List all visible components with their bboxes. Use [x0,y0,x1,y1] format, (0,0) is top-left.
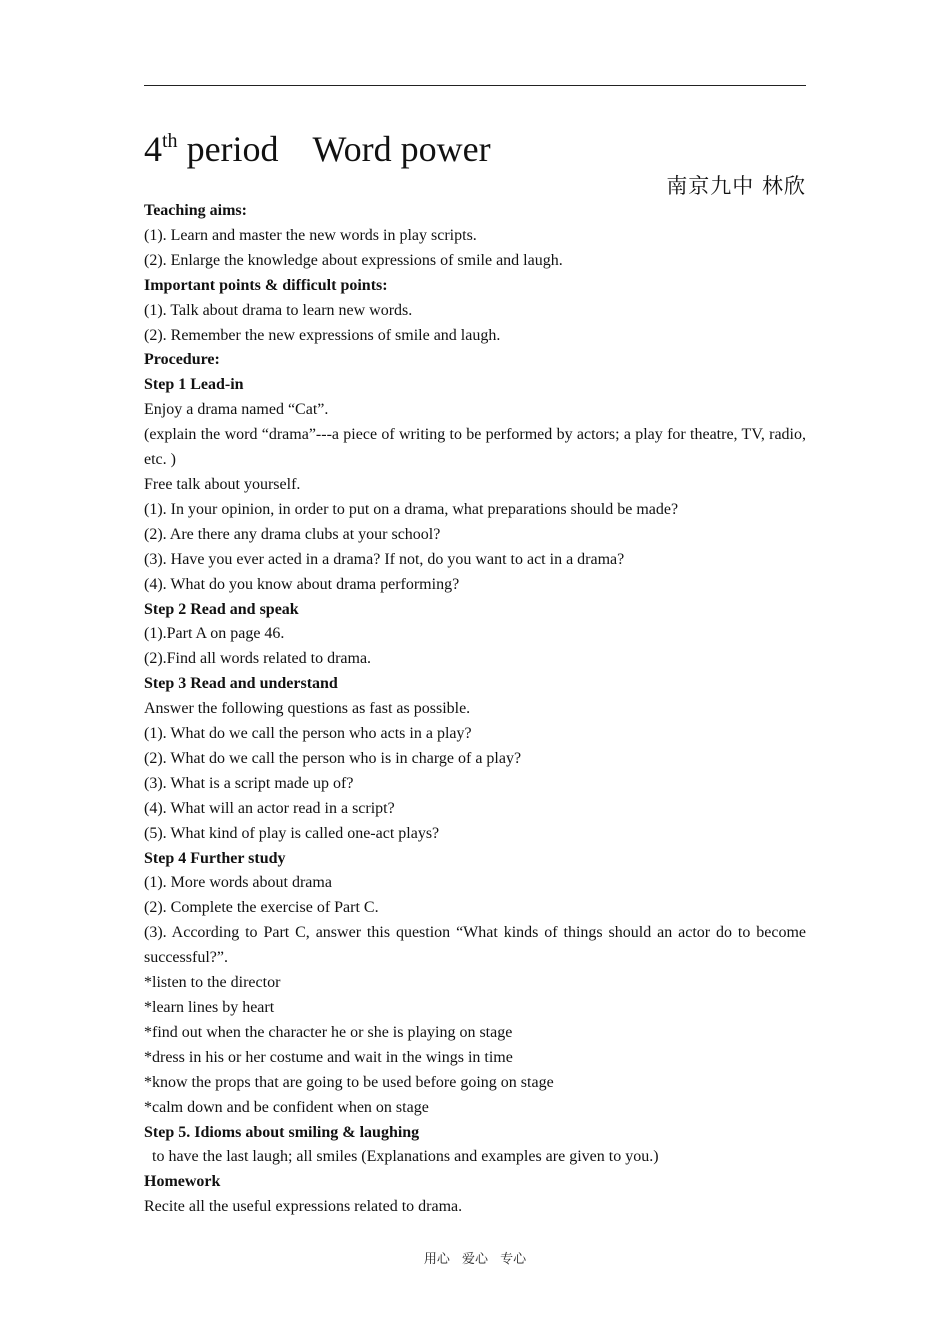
text-line: (2). Enlarge the knowledge about expressions of smile and laugh. [144,251,563,269]
author-line: 南京九中 林欣 [666,174,806,198]
text-line: *know the props that are going to be used before going on stage [144,1073,554,1091]
text-line: (2). Remember the new expressions of smile and laugh. [144,326,501,344]
page-title [144,126,491,172]
text-line: (3). According to Part C, answer this question “What kinds of things should an actor do to become successful?”. [144,924,806,967]
title-number: 4 [144,129,162,169]
text-line: *find out when the character he or she is playing on stage [144,1023,513,1041]
section-heading: Step 1 Lead-in [144,376,244,394]
text-line: Free talk about yourself. [144,475,301,493]
title-word-period: period [186,129,279,169]
text-line: (2). Complete the exercise of Part C. [144,899,379,917]
footer-text: 用心 爱心 专心 [423,1252,527,1267]
text-line: (2). What do we call the person who is in charge of a play? [144,749,522,767]
title-word-power: Word power [312,129,491,169]
text-line: (4). What do you know about drama performing? [144,575,460,593]
text-line: (1).Part A on page 46. [144,625,285,643]
section-heading: Important points & difficult points: [144,276,388,294]
text-line: (2). Are there any drama clubs at your school? [144,525,441,543]
title-superscript: th [162,130,178,152]
text-line: (5). What kind of play is called one-act plays? [144,824,440,842]
text-line: (2).Find all words related to drama. [144,650,372,668]
text-line: *listen to the director [144,974,281,992]
text-line: (1). What do we call the person who acts in a play? [144,725,472,743]
section-heading: Step 5. Idioms about smiling & laughing [144,1123,420,1141]
section-heading: Step 3 Read and understand [144,675,338,693]
text-line: *dress in his or her costume and wait in the wings in time [144,1048,513,1066]
section-heading: Step 2 Read and speak [144,600,299,618]
text-line: (3). What is a script made up of? [144,774,354,792]
text-line: (3). Have you ever acted in a drama? If not, do you want to act in a drama? [144,550,625,568]
text-line: Enjoy a drama named “Cat”. [144,401,329,419]
text-line: (1). In your opinion, in order to put on a drama, what preparations should be made? [144,500,679,518]
text-line: to have the last laugh; all smiles (Explanations and examples are given to you.) [152,1148,659,1166]
text-line: *learn lines by heart [144,999,275,1016]
text-line: (1). Learn and master the new words in play scripts. [144,226,477,244]
text-line: (4). What will an actor read in a script? [144,799,395,817]
text-line: *calm down and be confident when on stage [144,1098,429,1116]
section-heading: Procedure: [144,351,220,369]
text-line: Answer the following questions as fast as possible. [144,700,471,718]
text-line: Recite all the useful expressions related to drama. [144,1198,463,1216]
text-line: (explain the word “drama”---a piece of writing to be performed by actors; a play for theatre, TV, radio, etc. ) [144,426,806,469]
section-heading: Step 4 Further study [144,849,286,867]
section-heading: Homework [144,1173,221,1191]
lesson-content [144,199,806,1220]
section-heading: Teaching aims: [144,202,247,219]
header-rule [144,85,806,86]
text-line: (1). More words about drama [144,874,332,892]
text-line: (1). Talk about drama to learn new words. [144,301,413,319]
